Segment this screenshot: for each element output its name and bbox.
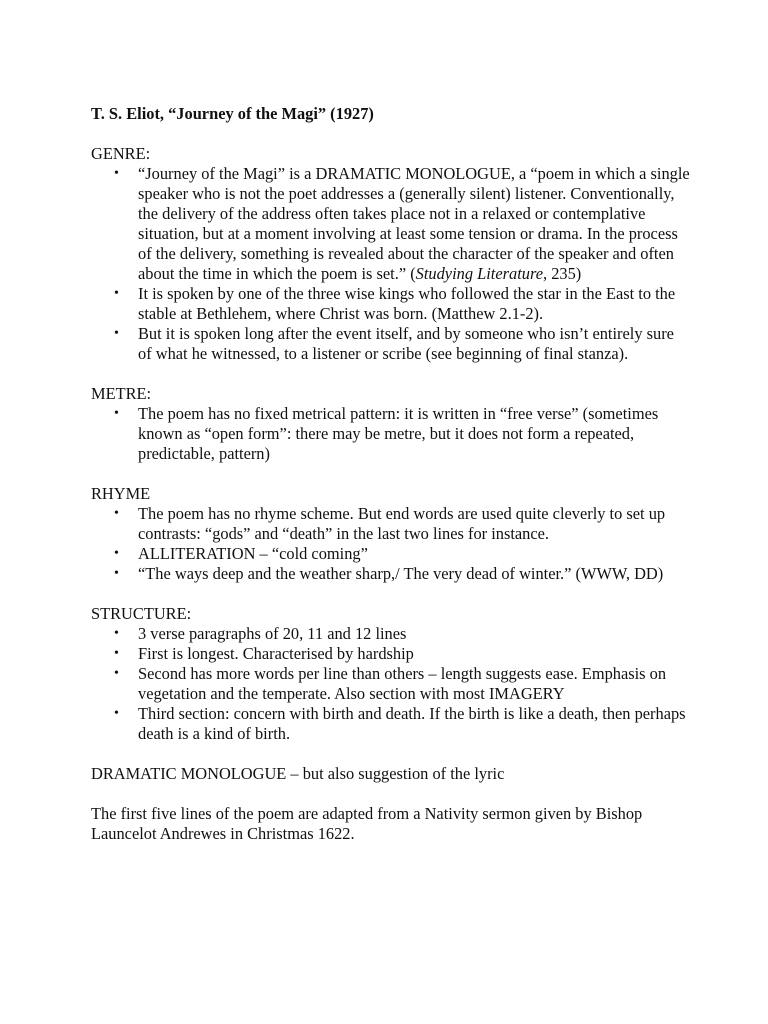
bullet-item (91, 404, 691, 464)
cited-title: Studying Literature (415, 264, 543, 283)
document-body (91, 104, 691, 864)
bullet-icon: • (114, 406, 119, 421)
bullet-text: Third section: concern with birth and death. If the birth is like a death, then perhaps death is a kind of birth. (138, 704, 686, 743)
bullet-text-tail: , 235) (543, 264, 582, 283)
bullet-icon: • (114, 666, 119, 681)
bullet-list (91, 404, 691, 464)
document-title: T. S. Eliot, “Journey of the Magi” (1927) (91, 104, 374, 123)
section-heading: GENRE: (91, 144, 151, 163)
bullet-item (91, 564, 691, 584)
closing-paragraph: DRAMATIC MONOLOGUE – but also suggestion of the lyric (91, 764, 505, 783)
bullet-text: ALLITERATION – “cold coming” (138, 544, 368, 563)
sections (91, 144, 691, 744)
bullet-item (91, 624, 691, 644)
bullet-icon: • (114, 566, 119, 581)
bullet-item (91, 164, 691, 284)
bullet-text: Second has more words per line than others – length suggests ease. Emphasis on vegetation and the temperate. Also section with most IMAGERY (138, 664, 667, 703)
bullet-text: It is spoken by one of the three wise kings who followed the star in the East to the stable at Bethlehem, where Christ was born. (Matthew 2.1-2). (138, 284, 676, 323)
bullet-icon: • (114, 546, 119, 561)
bullet-text: The poem has no rhyme scheme. But end words are used quite cleverly to set up contrasts: “gods” and “death” in the last two lines for instance. (138, 504, 666, 543)
bullet-item (91, 324, 691, 364)
section-heading: METRE: (91, 384, 152, 403)
section-heading: RHYME (91, 484, 151, 503)
bullet-text: But it is spoken long after the event itself, and by someone who isn’t entirely sure of what he witnessed, to a listener or scribe (see beginning of final stanza). (138, 324, 674, 363)
bullet-text: First is longest. Characterised by hardship (138, 644, 414, 663)
closing-paragraphs (91, 764, 691, 844)
bullet-item (91, 504, 691, 544)
section-heading: STRUCTURE: (91, 604, 192, 623)
bullet-text: The poem has no fixed metrical pattern: it is written in “free verse” (sometimes known as “open form”: there may be metre, but it does not form a repeated, predictable, pattern) (138, 404, 659, 463)
bullet-item (91, 704, 691, 744)
bullet-icon: • (114, 506, 119, 521)
bullet-text: 3 verse paragraphs of 20, 11 and 12 lines (138, 624, 407, 643)
bullet-icon: • (114, 326, 119, 341)
bullet-item (91, 664, 691, 704)
bullet-list (91, 164, 691, 364)
bullet-icon: • (114, 626, 119, 641)
bullet-text: “The ways deep and the weather sharp,/ The very dead of winter.” (WWW, DD) (138, 564, 664, 583)
bullet-item (91, 644, 691, 664)
bullet-icon: • (114, 646, 119, 661)
bullet-item (91, 544, 691, 564)
bullet-item (91, 284, 691, 324)
bullet-icon: • (114, 286, 119, 301)
bullet-list (91, 624, 691, 744)
bullet-text: “Journey of the Magi” is a DRAMATIC MONOLOGUE, a “poem in which a single speaker who is not the poet addresses a (generally silent) listener. Conventionally, the delivery of the address often takes place not in a relaxed or contemplative situation, but at a moment involving at least some tension or drama. In the process of the delivery, something is revealed about the character of the speaker and often about the time in which the poem is set.” ( (138, 164, 690, 283)
bullet-icon: • (114, 706, 119, 721)
bullet-list (91, 504, 691, 584)
closing-paragraph: The first five lines of the poem are adapted from a Nativity sermon given by Bishop Launcelot Andrewes in Christmas 1622. (91, 804, 643, 843)
bullet-icon: • (114, 166, 119, 181)
